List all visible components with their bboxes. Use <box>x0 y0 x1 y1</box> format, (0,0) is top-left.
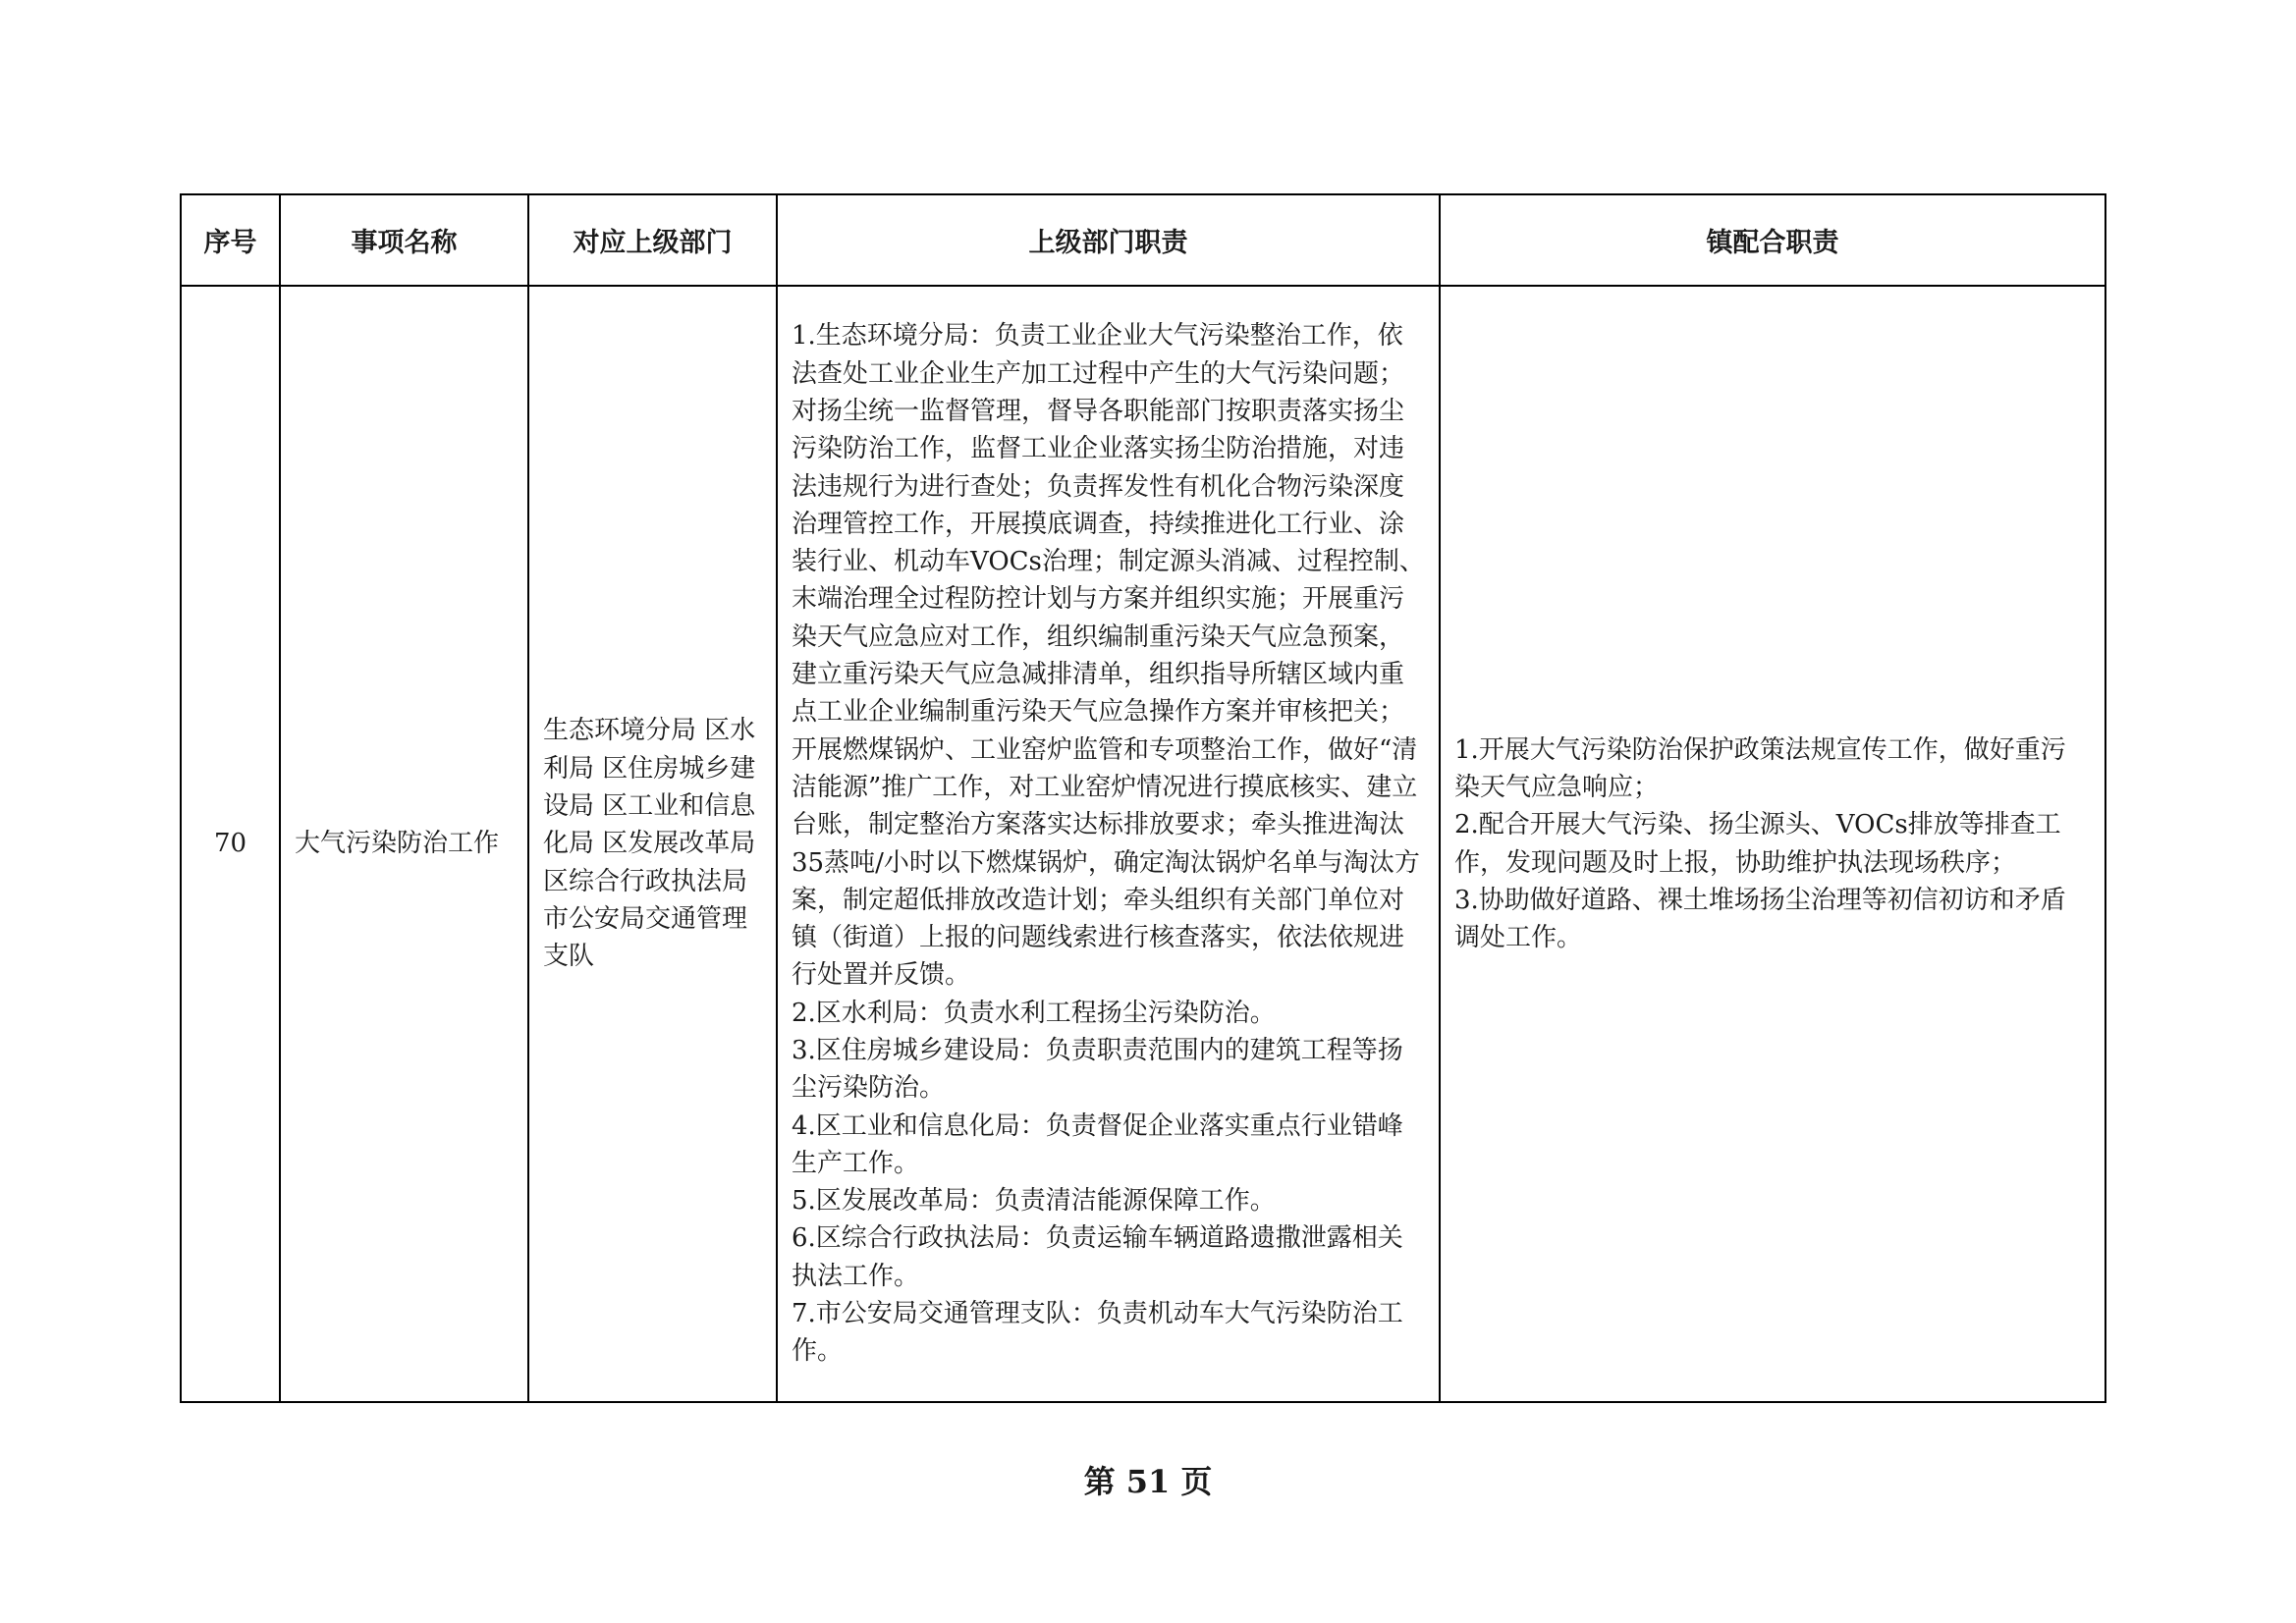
header-superior-department: 对应上级部门 <box>528 194 777 286</box>
town-duty-paragraph: 1.开展大气污染防治保护政策法规宣传工作，做好重污染天气应急响应； <box>1454 734 2066 802</box>
superior-duty-paragraph: 1.生态环境分局：负责工业企业大气污染整治工作，依法查处工业企业生产加工过程中产生的大气污染问题；对扬尘统一监督管理，督导各职能部门按职责落实扬尘污染防治工作，监督工业企业落实扬尘防治措施，对违法违规行为进行查处；负责挥发性有机化合物污染深度治理管控工作，开展摸底调查，持续推进化工行业、涂装行业、机动车VOCs治理；制定源头消减、过程控制、末端治理全过程防控计划与方案并组织实施；开展重污染天气应急应对工作，组织编制重污染天气应急预案，建立重污染天气应急减排清单，组织指导所辖区域内重点工业企业编制重污染天气应急操作方案并审核把关；开展燃煤锅炉、工业窑炉监管和专项整治工作，做好“清洁能源”推广工作，对工业窑炉情况进行摸底核实、建立台账，制定整治方案落实达标排放要求；牵头推进淘汰35蒸吨/小时以下燃煤锅炉，确定淘汰锅炉名单与淘汰方案，制定超低排放改造计划；牵头组织有关部门单位对镇（街道）上报的问题线索进行核查落实，依法依规进行处置并反馈。 <box>792 321 1425 991</box>
header-item-name: 事项名称 <box>280 194 528 286</box>
row-number: 70 <box>181 286 280 1402</box>
table-row <box>181 286 2105 1402</box>
header-superior-duties: 上级部门职责 <box>777 194 1440 286</box>
duty-table <box>180 193 2106 1403</box>
superior-duty-paragraph: 6.区综合行政执法局：负责运输车辆道路遗撒泄露相关执法工作。 <box>792 1223 1403 1291</box>
superior-duty-paragraph: 5.区发展改革局：负责清洁能源保障工作。 <box>792 1186 1276 1217</box>
page-number: 第 51 页 <box>1083 1463 1213 1500</box>
row-town-duties <box>1440 286 2105 1402</box>
row-superior-departments: 生态环境分局 区水利局 区住房城乡建设局 区工业和信息化局 区发展改革局 区综合行政执法局 市公安局交通管理支队 <box>528 286 777 1402</box>
superior-duty-paragraph: 2.区水利局：负责水利工程扬尘污染防治。 <box>792 998 1276 1028</box>
header-number: 序号 <box>181 194 280 286</box>
row-item-name: 大气污染防治工作 <box>280 286 528 1402</box>
superior-duty-paragraph: 7.市公安局交通管理支队：负责机动车大气污染防治工作。 <box>792 1299 1403 1367</box>
superior-duty-paragraph: 4.区工业和信息化局：负责督促企业落实重点行业错峰生产工作。 <box>792 1110 1403 1178</box>
superior-duty-paragraph: 3.区住房城乡建设局：负责职责范围内的建筑工程等扬尘污染防治。 <box>792 1035 1403 1104</box>
table-header-row <box>181 194 2105 286</box>
header-town-duties: 镇配合职责 <box>1440 194 2105 286</box>
town-duty-paragraph: 2.配合开展大气污染、扬尘源头、VOCs排放等排查工作，发现问题及时上报，协助维护执法现场秩序； <box>1454 810 2061 878</box>
row-superior-duties <box>777 286 1440 1402</box>
town-duty-paragraph: 3.协助做好道路、裸土堆场扬尘治理等初信初访和矛盾调处工作。 <box>1454 885 2066 953</box>
